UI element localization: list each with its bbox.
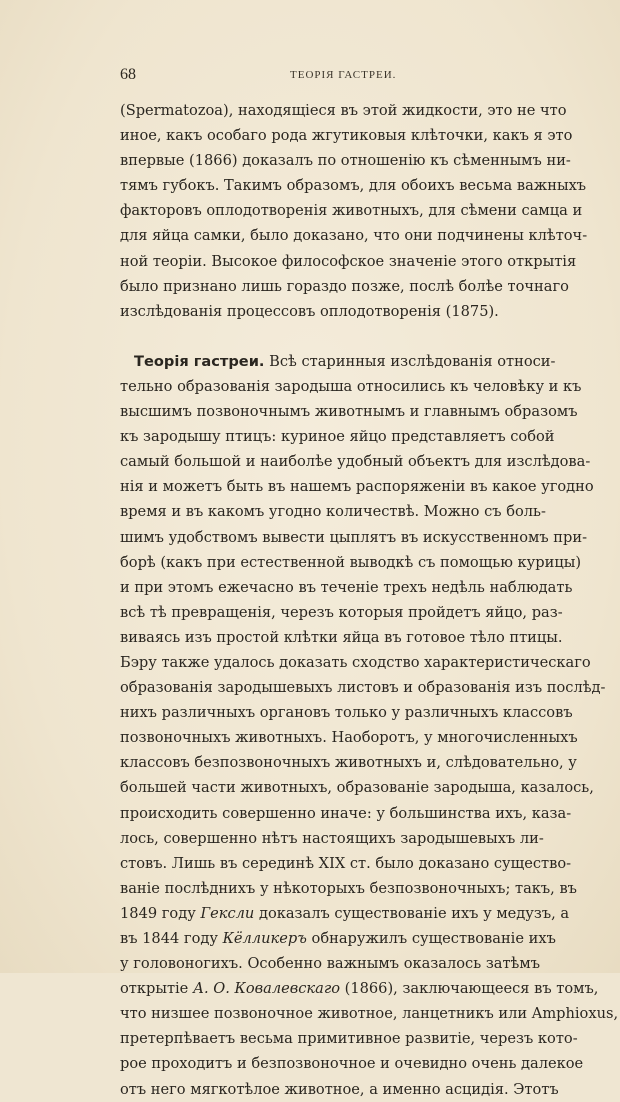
text-line: виваясь изъ простой клѣтки яйца въ готовое тѣло птицы. <box>120 628 563 646</box>
running-title: ТЕОРІЯ ГАСТРЕИ. <box>290 69 397 81</box>
text-fragment: (1866), заключающееся въ томъ, <box>340 980 599 998</box>
text-line: всѣ тѣ превращенія, черезъ которыя пройдетъ яйцо, раз- <box>120 603 563 621</box>
text-line: нихъ различныхъ органовъ только у различныхъ классовъ <box>120 704 573 722</box>
text-line <box>120 976 599 1001</box>
text-line: изслѣдованія процессовъ оплодотворенія (1875). <box>120 302 499 320</box>
paragraph-1 <box>120 98 588 324</box>
text-line: высшимъ позвоночнымъ животнымъ и главнымъ образомъ <box>120 403 578 421</box>
text-line: факторовъ оплодотворенія животныхъ, для сѣмени самца и <box>120 202 583 220</box>
text-line: позвоночныхъ животныхъ. Наоборотъ, у многочисленныхъ <box>120 729 578 747</box>
text-line: Бэру также удалось доказать сходство характеристическаго <box>120 653 591 671</box>
text-line: для яйца самки, было доказано, что они подчинены клѣточ- <box>120 227 588 245</box>
text-line <box>120 901 570 926</box>
text-line: лось, совершенно нѣтъ настоящихъ зародышевыхъ ли- <box>120 829 544 847</box>
section-heading: Теорія гастреи. <box>134 352 265 370</box>
text-fragment: открытіе <box>120 980 193 998</box>
paragraph-gap <box>120 324 540 349</box>
text-line: нія и можетъ быть въ нашемъ распоряженіи въ какое угодно <box>120 478 594 496</box>
text-line: самый большой и наиболѣе удобный объектъ для изслѣдова- <box>120 453 591 471</box>
italic-name: Кёлликеръ <box>222 930 307 947</box>
paragraph-2 <box>120 349 619 1102</box>
text-fragment: доказалъ существованіе ихъ у медузъ, а <box>254 904 570 922</box>
text-line: отъ него мягкотѣлое животное, а именно асцидія. Этотъ <box>120 1080 559 1098</box>
text-fragment: обнаружилъ существованіе ихъ <box>306 930 556 947</box>
text-line: образованія зародышевыхъ листовъ и образованія изъ послѣд- <box>120 679 606 697</box>
text-fragment: 1849 году <box>120 904 201 922</box>
heading-line-rest: Всѣ старинныя изслѣдованія относи- <box>264 352 556 370</box>
italic-name: Гексли <box>200 904 255 922</box>
text-line: впервые (1866) доказалъ по отношенію къ сѣменнымъ ни- <box>120 152 571 170</box>
text-line: время и въ какомъ угодно количествѣ. Можно съ боль- <box>120 503 546 521</box>
text-line: (Spermatozoa), находящіеся въ этой жидкости, это не что <box>120 102 567 119</box>
text-line: рое проходитъ и безпозвоночное и очевидно очень далекое <box>120 1055 584 1073</box>
text-line <box>120 926 556 951</box>
text-fragment: въ 1844 году <box>120 930 223 947</box>
text-line: классовъ безпозвоночныхъ животныхъ и, слѣдовательно, у <box>120 754 577 772</box>
text-line: ной теоріи. Высокое философское значеніе этого открытія <box>120 252 577 270</box>
text-line: претерпѣваетъ весьма примитивное развитіе, черезъ кото- <box>120 1030 578 1048</box>
text-line: было признано лишь гораздо позже, послѣ болѣе точнаго <box>120 277 569 295</box>
text-line: борѣ (какъ при естественной выводкѣ съ помощью курицы) <box>120 553 582 571</box>
page-header <box>120 66 532 88</box>
body-text <box>120 98 619 1102</box>
text-line: и при этомъ ежечасно въ теченіе трехъ недѣль наблюдать <box>120 578 573 596</box>
text-line: тямъ губокъ. Такимъ образомъ, для обоихъ весьма важныхъ <box>120 177 587 195</box>
text-line: происходить совершенно иначе: у большинства ихъ, каза- <box>120 804 572 822</box>
page-number: 68 <box>120 66 136 83</box>
text-line <box>120 349 556 374</box>
text-line: шимъ удобствомъ вывести цыплятъ въ искусственномъ при- <box>120 528 587 546</box>
text-line: иное, какъ особаго рода жгутиковыя клѣточки, какъ я это <box>120 127 573 145</box>
text-line: тельно образованія зародыша относились къ человѣку и къ <box>120 377 582 395</box>
italic-name: А. О. Ковалевскаго <box>192 980 340 998</box>
text-line: что низшее позвоночное животное, ланцетникъ или Amphioxus, <box>120 1005 619 1023</box>
text-line: ваніе послѣднихъ у нѣкоторыхъ безпозвоночныхъ; такъ, въ <box>120 879 577 897</box>
text-line: къ зародышу птицъ: куриное яйцо представляетъ собой <box>120 428 555 446</box>
text-line: большей части животныхъ, образованіе зародыша, казалось, <box>120 779 594 797</box>
text-line: стовъ. Лишь въ серединѣ XIX ст. было доказано существо- <box>120 854 572 872</box>
text-line: у головоногихъ. Особенно важнымъ оказалось затѣмъ <box>120 955 540 973</box>
